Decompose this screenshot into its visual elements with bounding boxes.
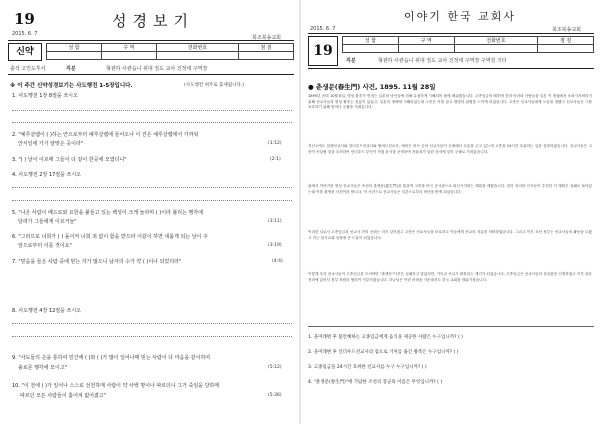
verse-ref: (1:12) xyxy=(268,141,282,146)
article-paragraph: 이렇게 우리 선교사들이 고종임금을 모셔야만 "춘생문"사건은 실패하고 말았지만, 기독교 선교가 확장되는 계기가 되었습니다. 고종임금은 선교사들의 성실함을 인정하였고 이후 복음 전파에 있어서 정부 차원의 협력이 이루어졌습니다. 하나님은 이런 어려움 가운데서도 한국 교회를 세워가셨습니다. xyxy=(308,272,592,282)
question-1: 1. 사도행전 1장 8절을 쓰시오 xyxy=(12,93,78,99)
instruction-note: (사도행전 위주로 출제됩니다.) xyxy=(184,83,244,88)
question-6: 6. "그러므로 너희가 ( ) 돌이켜 너희 죄 없이 함을 받으라 이같이 하면 새롭게 되는 날이 주 xyxy=(12,234,208,240)
answer-line[interactable] xyxy=(12,187,292,188)
question-7: 7. "믿음을 들은 사람 중에 믿는 자가 많으니 남자의 수가 약 ( )이나 되었더라" xyxy=(12,259,182,265)
article-paragraph: 위에서 이야기한 명성 선교사들은 조선의 춘생문(春生門)을 통하여 고종을 미국 공사관으로 피신시키려는 계획을 세웠습니다. 친미 친러파 인사들이 추진한 이 계획은 실패로 돌아갔는데 이를 춘생문 사건이라 합니다. 이 사건으로 선교사들은 일본으로부터 비난을 받게 되었습니다. xyxy=(308,184,592,194)
group-cell[interactable] xyxy=(398,45,454,53)
header-group: 구 역 xyxy=(101,44,156,52)
answer-line[interactable] xyxy=(12,323,292,324)
check-cell[interactable] xyxy=(239,52,294,60)
history-question-4: 4. "춘생문(春生門)"에 가담한 조선의 장군의 이름은 무엇입니까? ( ) xyxy=(308,380,443,385)
question-8: 8. 사도행전 4장 12절을 쓰시오 xyxy=(12,308,81,314)
questions-rule xyxy=(308,326,594,327)
history-title: 이야기 한국 교회사 xyxy=(404,10,517,23)
header-phone: 전화번호 xyxy=(156,44,238,52)
question-10-cont: 따르던 모든 사람들이 흩어져 없어졌고" xyxy=(20,393,106,399)
header-phone: 전화번호 xyxy=(454,37,538,45)
question-9-cont: 솔로몬 행각에 모이고" xyxy=(18,365,67,371)
header-name: 성 함 xyxy=(343,37,399,45)
question-3: 3. "( ) 날이 이르매 그들이 다 같이 한곳에 모였더니" xyxy=(12,157,127,163)
name-cell[interactable] xyxy=(47,52,102,60)
info-rule xyxy=(8,74,294,75)
church-name: 북조북송교회 xyxy=(552,27,581,33)
question-5: 5. "나온 사람이 베드로와 요한을 붙들고 있는 백성이 크게 놀라며 ( )이라 불리는 행각에 xyxy=(12,210,204,216)
role-options: 형관하 사관습니 위대 정도 교사 진정대 구역장 구역원 기타 xyxy=(378,58,507,64)
question-2-cont: 안식일에 가기 알맞은 곳이라" xyxy=(18,141,84,147)
verse-ref: (3:19) xyxy=(268,243,282,248)
article-paragraph: 1895년 음력 10월 8일, 명성 황후가 민비는 일본의 낭인들에 의해 무참하게 시해되어 불에 태워졌습니다. 고종임금의 배후에 친미·친러파 사람들을 일본 이 정권에서 소외시켜버리기 위해 선교사들과 명성 황후는 친분이 있었고, 일본의 정략에 시해되었는데 고종은 이를 알고 생명의 위협을 느끼게 되었습니다. 고종은 선교사들에게 도움을 청했고 선교사들은 그를 보호하기 위해 밤마다 궁궐을 지켰습니다. xyxy=(308,94,592,110)
article-paragraph: 지난주에도 알렌선교사와 언더우드선교사와 헐버트선교사, 에비슨 의사 등의 선교사들이 궁궐에서 도움을 주고 있는데 고종을 24시간 호위하는 일을 감당하였습니다. 선교사들은 고종이 독살될 것을 우려하여 언더우드 부인이 직접 음식을 준비하여 자물쇠가 달린 상자에 넣어 궁궐로 가져갔습니다. xyxy=(308,144,592,154)
instruction: ※ 이 주간 신약성경보기는 사도행전 1-5장입니다. xyxy=(10,83,133,89)
header-check: 점 검 xyxy=(538,37,594,45)
attendance-note: 출석 고린도후서 xyxy=(10,66,46,72)
issue-date: 2015. 6. 7 xyxy=(12,31,38,37)
history-question-1: 1. 을미래변 후 불안해하는 고종임금에게 음식을 제공한 사람은 누구입니까? ( ) xyxy=(308,335,463,340)
verse-ref: (3:11) xyxy=(268,219,282,224)
question-4: 4. 사도행전 2장 17절을 쓰시오 xyxy=(12,172,81,178)
header-group: 구 역 xyxy=(398,37,454,45)
phone-cell[interactable] xyxy=(156,52,238,60)
group-cell[interactable] xyxy=(101,52,156,60)
role-label: 직분 xyxy=(66,66,76,72)
church-name: 북조북송교회 xyxy=(252,35,281,41)
answer-line[interactable] xyxy=(12,122,292,123)
header-rule xyxy=(308,33,594,34)
question-2: 2. "예루살렘이 ( )하는 안으로부터 예루살렘에 들어오나 이 잔은 예루살렘에서 가까워 xyxy=(12,132,199,138)
answer-line[interactable] xyxy=(12,110,292,111)
issue-number: 19 xyxy=(308,36,338,66)
issue-number: 19 xyxy=(14,10,35,28)
phone-cell[interactable] xyxy=(454,45,538,53)
history-question-2: 2. 을미래변 후 언더우드선교사의 집으로 거처를 옮긴 왕족은 누구입니까? ( ) xyxy=(308,350,459,355)
role-options: 형관하 사관습니 위대 정도 교사 진정대 구역장 xyxy=(106,66,208,72)
history-question-3: 3. 고종임금을 24시간 호위한 선교사를 누구 누구입니까? ( ) xyxy=(308,365,427,370)
role-label: 직분 xyxy=(346,58,356,64)
header-check: 점 검 xyxy=(239,44,294,52)
question-9: 9. "사도들의 손을 통하여 민간에 ( )와 ( )가 많이 일어나매 믿는 사람이 다 마음을 같이하여 xyxy=(12,355,211,361)
page-gutter xyxy=(299,0,301,424)
article-paragraph: 이러한 일로서 고종임금과 선교사 간의 신뢰는 더욱 깊어졌고 고종은 선교사들을 보호하고 이들에게 선교의 자유를 허락하였습니다. 그리고 이후 조선 정부는 선교사들의 활동을 도왔고 이는 한국교회 성장에 큰 도움이 되었습니다. xyxy=(308,230,592,240)
question-5-cont: 달려가 그들에게 이르거늘" xyxy=(18,219,77,225)
issue-date: 2015. 6. 7 xyxy=(310,26,336,32)
verse-ref: (4:4) xyxy=(272,259,283,264)
info-rule xyxy=(308,68,594,69)
question-6-cont: 앞으로부터 이를 것이요" xyxy=(18,243,72,249)
answer-line[interactable] xyxy=(12,200,292,201)
article-title: ● 춘생문(春生門) 사건, 1895. 11월 28일 xyxy=(308,83,436,91)
verse-ref: (2:1) xyxy=(270,157,281,162)
student-info-table xyxy=(46,43,294,60)
right-worksheet xyxy=(304,4,596,420)
left-worksheet xyxy=(4,4,296,420)
worksheet-title: 성경보기 xyxy=(112,12,194,30)
check-cell[interactable] xyxy=(538,45,594,53)
section-tag: 신약 xyxy=(8,43,42,61)
verse-ref: (5:36) xyxy=(268,393,282,398)
verse-ref: (5:12) xyxy=(268,365,282,370)
header-name: 성 함 xyxy=(47,44,102,52)
student-info-table xyxy=(342,36,594,53)
question-10: 10. "이 전에 ( )가 일어나 스스로 선전하매 사람이 약 사백 명이나 따르더니 그가 죽임을 당하매 xyxy=(12,383,220,389)
answer-line[interactable] xyxy=(12,336,292,337)
name-cell[interactable] xyxy=(343,45,399,53)
header-rule xyxy=(8,40,294,41)
